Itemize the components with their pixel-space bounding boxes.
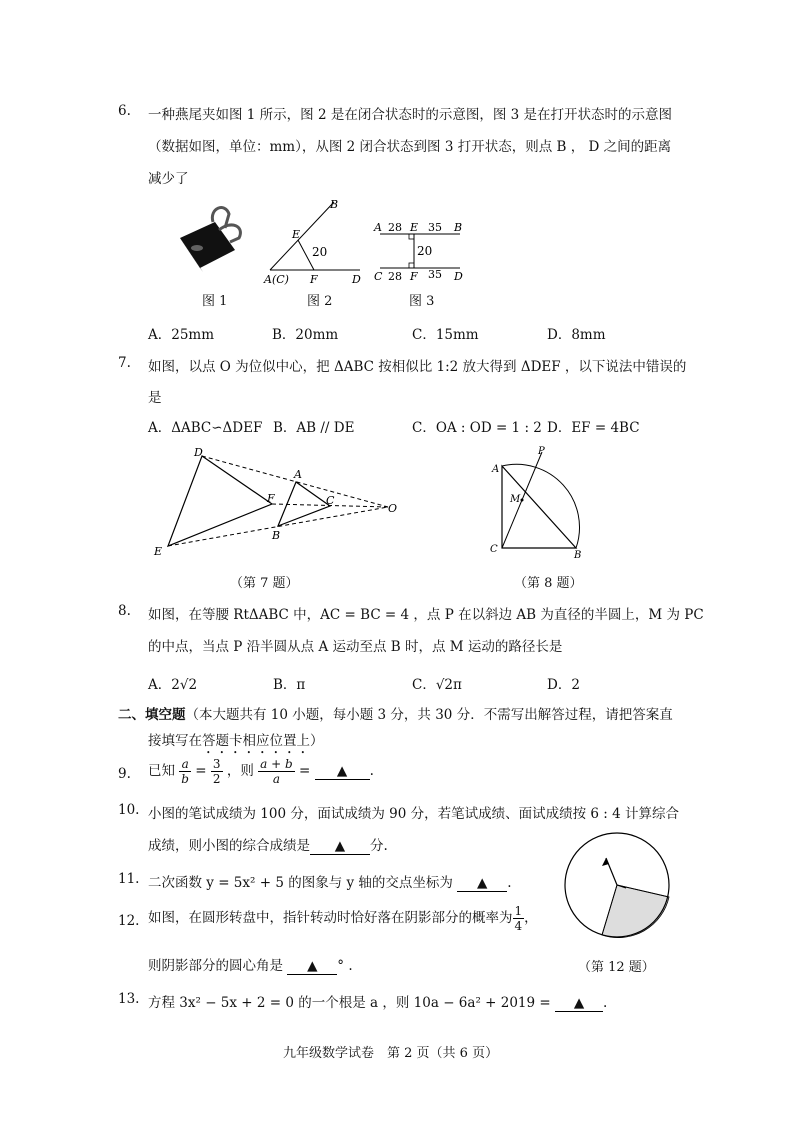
fig3-label-35b: 35 — [428, 268, 442, 281]
page-footer: 九年级数学试卷 第 2 页（共 6 页） — [283, 1046, 499, 1061]
section2-desc2-post: ） — [310, 733, 324, 749]
fig2-label-d: D — [352, 273, 361, 286]
q6-option-a: A．25mm — [148, 327, 215, 343]
q7-label-c: C — [326, 494, 335, 507]
q11-pre: 二次函数 y = 5x² + 5 的图象与 y 轴的交点坐标为 — [148, 875, 453, 891]
fig3-label-28b: 28 — [388, 270, 402, 283]
q7-label-d: D — [194, 446, 203, 459]
q9-frac-ab: $\frac{a}{b}$ — [181, 757, 189, 786]
q11-line — [148, 871, 512, 892]
fig3-label-28a: 28 — [388, 221, 402, 234]
q6-option-d: D．8mm — [547, 327, 606, 343]
q9-answer-blank[interactable]: ▲ — [315, 763, 370, 780]
q9-frac-32: $\frac{3}{2}$ — [212, 757, 221, 786]
q12-line1 — [148, 904, 538, 933]
q7-caption: （第 7 题） — [230, 576, 299, 591]
q11-number: 11. — [118, 871, 140, 887]
q9-post: . — [369, 763, 374, 779]
q10-line2 — [148, 834, 388, 855]
q9-eq2: = — [298, 763, 311, 779]
q12-line2-pre: 则阴影部分的圆心角是 — [148, 958, 283, 974]
fig3-label-e: E — [410, 221, 419, 234]
q12-line1-pre: 如图，在圆形转盘中，指针转动时恰好落在阴影部分的概率为 — [148, 910, 513, 926]
q13-number: 13. — [118, 991, 140, 1007]
fig2-label-f: F — [310, 273, 318, 286]
q6-line1: 一种燕尾夹如图 1 所示，图 2 是在闭合状态时的示意图，图 3 是在打开状态时的示意图 — [148, 107, 673, 123]
fig2-caption: 图 2 — [307, 294, 333, 309]
q8-figure — [486, 444, 606, 559]
section2-desc1: （本大题共有 10 小题，每小题 3 分，共 30 分．不需写出解答过程，请把答案直 — [185, 707, 673, 723]
q12-line2 — [148, 954, 353, 975]
fig2-label-20: 20 — [312, 245, 328, 259]
q12-answer-blank[interactable]: ▲ — [287, 958, 337, 975]
section2-desc2 — [148, 729, 324, 757]
q12-line2-post: ° . — [337, 958, 353, 974]
q8-label-c: C — [490, 544, 498, 555]
q7-label-o: O — [388, 502, 398, 515]
fig3-label-d: D — [454, 270, 463, 283]
q8-option-c: C．√2π — [412, 677, 462, 693]
spinner-figure — [562, 822, 674, 948]
q9-line — [148, 757, 374, 786]
fig3-label-b: B — [454, 221, 463, 234]
q7-figure — [150, 444, 410, 559]
fig3-label-c: C — [374, 270, 383, 283]
q8-label-a: A — [492, 464, 500, 475]
q7-option-a: A．ΔABC∽ΔDEF — [148, 420, 263, 436]
q8-label-p: P — [538, 446, 545, 457]
q6-line2: （数据如图，单位：mm），从图 2 闭合状态到图 3 打开状态，则点 B ， D 之间的距离 — [148, 139, 672, 155]
q10-line2-pre: 成绩，则小图的综合成绩是 — [148, 838, 310, 854]
q6-line3: 减少了 — [148, 171, 189, 187]
q10-number: 10. — [118, 802, 140, 818]
q10-answer-blank[interactable]: ▲ — [310, 838, 370, 855]
fig3-label-a: A — [374, 221, 382, 234]
q8-number: 8. — [118, 603, 131, 619]
q7-option-c: C．OA : OD = 1 : 2 — [412, 420, 542, 436]
fig3-label-f: F — [410, 270, 418, 283]
q6-number: 6. — [118, 103, 131, 119]
fig1-caption: 图 1 — [202, 294, 228, 309]
q8-option-a: A．2√2 — [148, 677, 198, 693]
section2-desc2-pre: 接填写在 — [148, 733, 202, 749]
q13-line — [148, 991, 607, 1012]
q8-line2: 的中点，当点 P 沿半圆从点 A 运动至点 B 时，点 M 运动的路径长是 — [148, 639, 563, 655]
q7-line1: 如图，以点 O 为位似中心，把 ΔABC 按相似比 1:2 放大得到 ΔDEF ，以下说法中错误的 — [148, 359, 687, 375]
fig3-diagram — [370, 218, 470, 286]
q13-post: . — [603, 995, 608, 1011]
q13-answer-blank[interactable]: ▲ — [555, 995, 603, 1012]
binder-clip-figure — [175, 200, 255, 275]
q8-option-d: D．2 — [547, 677, 580, 693]
q8-label-b: B — [574, 550, 582, 559]
q6-option-c: C．15mm — [412, 327, 479, 343]
q7-option-d: D．EF = 4BC — [547, 420, 640, 436]
q8-line1: 如图，在等腰 RtΔABC 中，AC = BC = 4 ，点 P 在以斜边 AB 为直径的半圆上，M 为 PC — [148, 607, 704, 623]
fig2-label-b: B — [330, 198, 339, 211]
q7-label-e: E — [154, 545, 163, 558]
q6-option-b: B．20mm — [272, 327, 339, 343]
q9-number: 9. — [118, 766, 131, 782]
fig3-caption: 图 3 — [409, 294, 435, 309]
fig3-label-20: 20 — [417, 244, 433, 258]
q11-post: . — [507, 875, 512, 891]
q8-label-m: M — [510, 494, 521, 505]
q8-option-b: B．π — [273, 677, 306, 693]
fig2-diagram — [258, 196, 368, 286]
section2-header — [118, 703, 673, 723]
q9-frac-expr: $\frac{a + b}{a}$ — [260, 757, 293, 786]
q12-line1-post: ， — [524, 910, 538, 926]
fig2-label-e: E — [292, 228, 301, 241]
section2-title: 二、填空题 — [118, 707, 186, 723]
q7-option-b: B．AB // DE — [273, 420, 355, 436]
q9-eq: = — [195, 763, 207, 779]
q7-label-a: A — [294, 468, 302, 481]
q11-answer-blank[interactable]: ▲ — [457, 875, 507, 892]
q10-line2-post: 分. — [370, 838, 388, 854]
q12-number: 12. — [118, 913, 140, 929]
q7-label-b: B — [272, 529, 281, 542]
section2-desc2-emphasis: 答题卡相应位置上 — [202, 733, 310, 749]
q10-line1: 小图的笔试成绩为 100 分，面试成绩为 90 分，若笔试成绩、面试成绩按 6 : 4 计算综合 — [148, 806, 680, 822]
q9-mid: ，则 — [226, 763, 254, 779]
q7-line2: 是 — [148, 390, 162, 406]
q7-number: 7. — [118, 355, 131, 371]
fig2-label-ac: A(C) — [264, 273, 289, 286]
q12-caption: （第 12 题） — [578, 960, 655, 975]
q9-pre: 已知 — [148, 763, 175, 779]
q12-frac: $\frac{1}{4}$ — [514, 904, 523, 933]
q13-pre: 方程 3x² − 5x + 2 = 0 的一个根是 a ，则 10a − 6a² + 2019 = — [148, 995, 551, 1011]
fig3-label-35a: 35 — [428, 221, 442, 234]
q8-caption: （第 8 题） — [514, 576, 583, 591]
q7-label-f: F — [267, 492, 275, 505]
